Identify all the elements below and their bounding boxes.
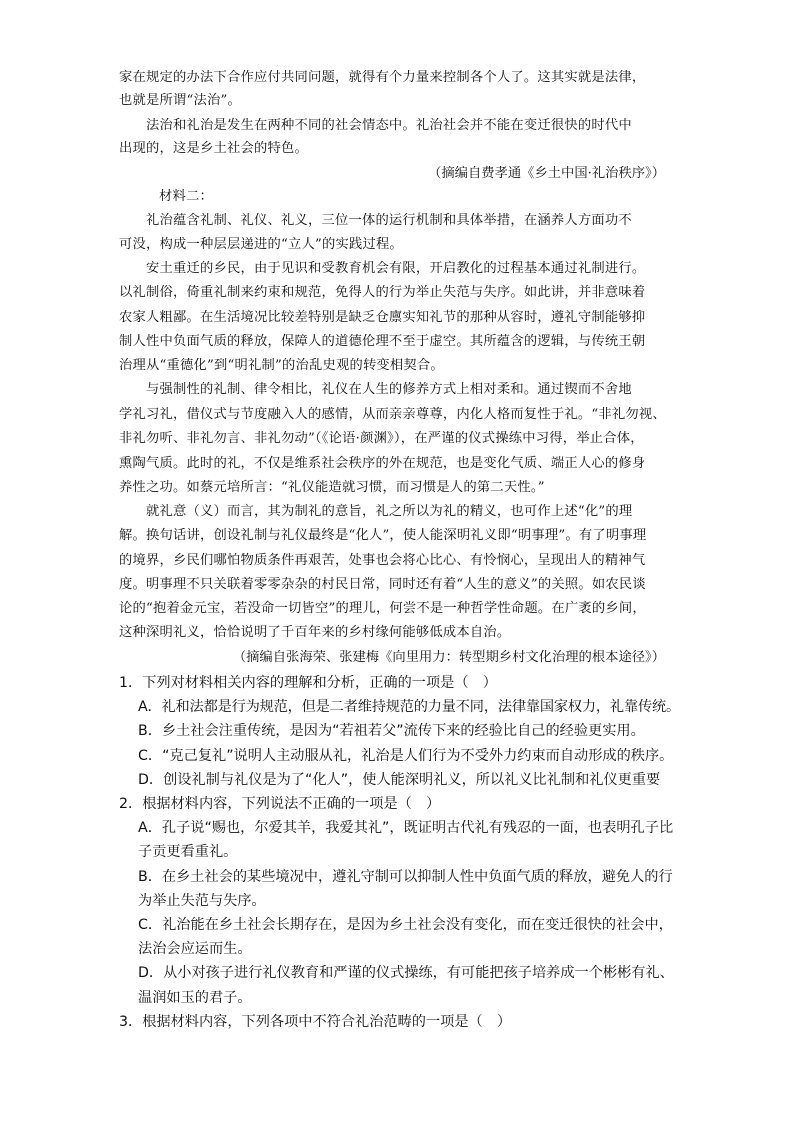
option-a: A．孔子说“赐也，尔爱其羊，我爱其礼”，既证明古代礼有残忍的一面，也表明孔子比 [138,820,674,836]
option-c-continued: 法治会应运而生。 [138,941,252,957]
option-a-continued: 子贡更看重礼。 [138,844,238,860]
source-citation: （摘编自张海荣、张建梅《向里用力：转型期乡村文化治理的根本途径》） [232,650,665,665]
paragraph-line: 养性之功。如蔡元培所言：“礼仪能造就习惯，而习惯是人的第二天性。” [119,480,545,495]
option-b: B．在乡土社会的某些境况中，遵礼守制可以抑制人性中负面气质的释放，避免人的行 [138,869,673,885]
paragraph-line: 安土重迁的乡民，由于见识和受教育机会有限，开启教化的过程基本通过礼制进行。 [119,261,646,276]
paragraph-line: 以礼制俗，倚重礼制来约束和规范，免得人的行为举止失范与失序。如此讲，并非意味着 [119,285,646,300]
paragraph-line: 熏陶气质。此时的礼，不仅是维系社会秩序的外在规范，也是变化气质、端正人心的修身 [119,456,646,471]
paragraph-line: 治理从“重德化”到“明礼制”的治乱史观的转变相契合。 [119,358,444,373]
option-a: A．礼和法都是行为规范，但是二者维持规范的力量不同，法律靠国家权力，礼靠传统。 [138,699,680,715]
paragraph-line: 解。换句话讲，创设礼制与礼仪最终是“化人”，使人能深明礼义即“明事理”。有了明事理 [119,528,647,543]
paragraph-line: 也就是所谓“法治”。 [119,93,241,108]
paragraph-line: 学礼习礼，借仪式与节度融入人的感情，从而亲亲尊尊，内化人格而复性于礼。“非礼勿视、 [119,407,666,422]
paragraph-line: 与强制性的礼制、律令相比，礼仪在人生的修养方式上相对柔和。通过锲而不舍地 [119,382,632,397]
paragraph-line: 度。明事理不只关联着零零杂杂的村民日常，同时还有着“人生的意义”的关照。如农民谈 [119,577,646,592]
question-stem: 3．根据材料内容，下列各项中不符合礼治范畴的一项是（ ） [119,1014,512,1030]
paragraph-line: 法治和礼治是发生在两种不同的社会情态中。礼治社会并不能在变迁很快的时代中 [119,118,632,133]
option-d: D．从小对孩子进行礼仪教育和严谨的仪式操练，有可能把孩子培养成一个彬彬有礼、 [138,965,674,981]
option-c: C．礼治能在乡土社会长期存在，是因为乡土社会没有变化，而在变迁很快的社会中， [138,917,673,933]
question-stem: 1．下列对材料相关内容的理解和分析，正确的一项是（ ） [119,675,497,691]
paragraph-line: 就礼意（义）而言，其为制礼的意旨，礼之所以为礼的精义，也可作上述“化”的理 [119,504,633,519]
paragraph-line: 的境界，乡民们哪怕物质条件再艰苦，处事也会将心比心、有怜悯心，呈现出人的精神气 [119,553,646,568]
option-d-continued: 温润如玉的君子。 [138,990,252,1006]
paragraph-line: 礼治蕴含礼制、礼仪、礼义，三位一体的运行机制和具体举措，在涵养人方面功不 [119,213,632,228]
option-d: D．创设礼制与礼仪是为了“化人”，使人能深明礼义，所以礼义比礼制和礼仪更重要 [138,772,661,788]
material-heading: 材料二： [159,189,213,204]
paragraph-line: 农家人粗鄙。在生活境况比较差特别是缺乏仓廪实知礼节的那种从容时，遵礼守制能够抑 [119,310,646,325]
option-b-continued: 为举止失范与失序。 [138,893,266,909]
paragraph-line: 可没，构成一种层层递进的“立人”的实践过程。 [119,237,403,252]
paragraph-line: 制人性中负面气质的释放，保障人的道德伦理不至于虚空。其所蕴含的逻辑，与传统王朝 [119,334,646,349]
option-c: C．“克己复礼”说明人主动服从礼，礼治是人们行为不受外力约束而自动形成的秩序。 [138,748,674,764]
paragraph-line: 非礼勿听、非礼勿言、非礼勿动”（《论语·颜渊》），在严谨的仪式操练中习得，举止合体， [119,431,644,446]
paragraph-line: 出现的，这是乡土社会的特色。 [119,141,308,156]
paragraph-line: 这种深明礼义，恰恰说明了千百年来的乡村缘何能够低成本自治。 [119,625,511,640]
paragraph-line: 论的“抱着金元宝，若没命一切皆空”的理儿，何尝不是一种哲学性命题。在广袤的乡间， [119,601,646,616]
option-b: B．乡土社会注重传统，是因为“若祖若父”流传下来的经验比自己的经验更实用。 [138,723,645,739]
question-stem: 2．根据材料内容，下列说法不正确的一项是（ ） [119,796,441,812]
source-citation: （摘编自费孝通《乡土中国·礼治秩序》） [428,166,665,181]
paragraph-line: 家在规定的办法下合作应付共同问题，就得有个力量来控制各个人了。这其实就是法律， [119,70,646,85]
